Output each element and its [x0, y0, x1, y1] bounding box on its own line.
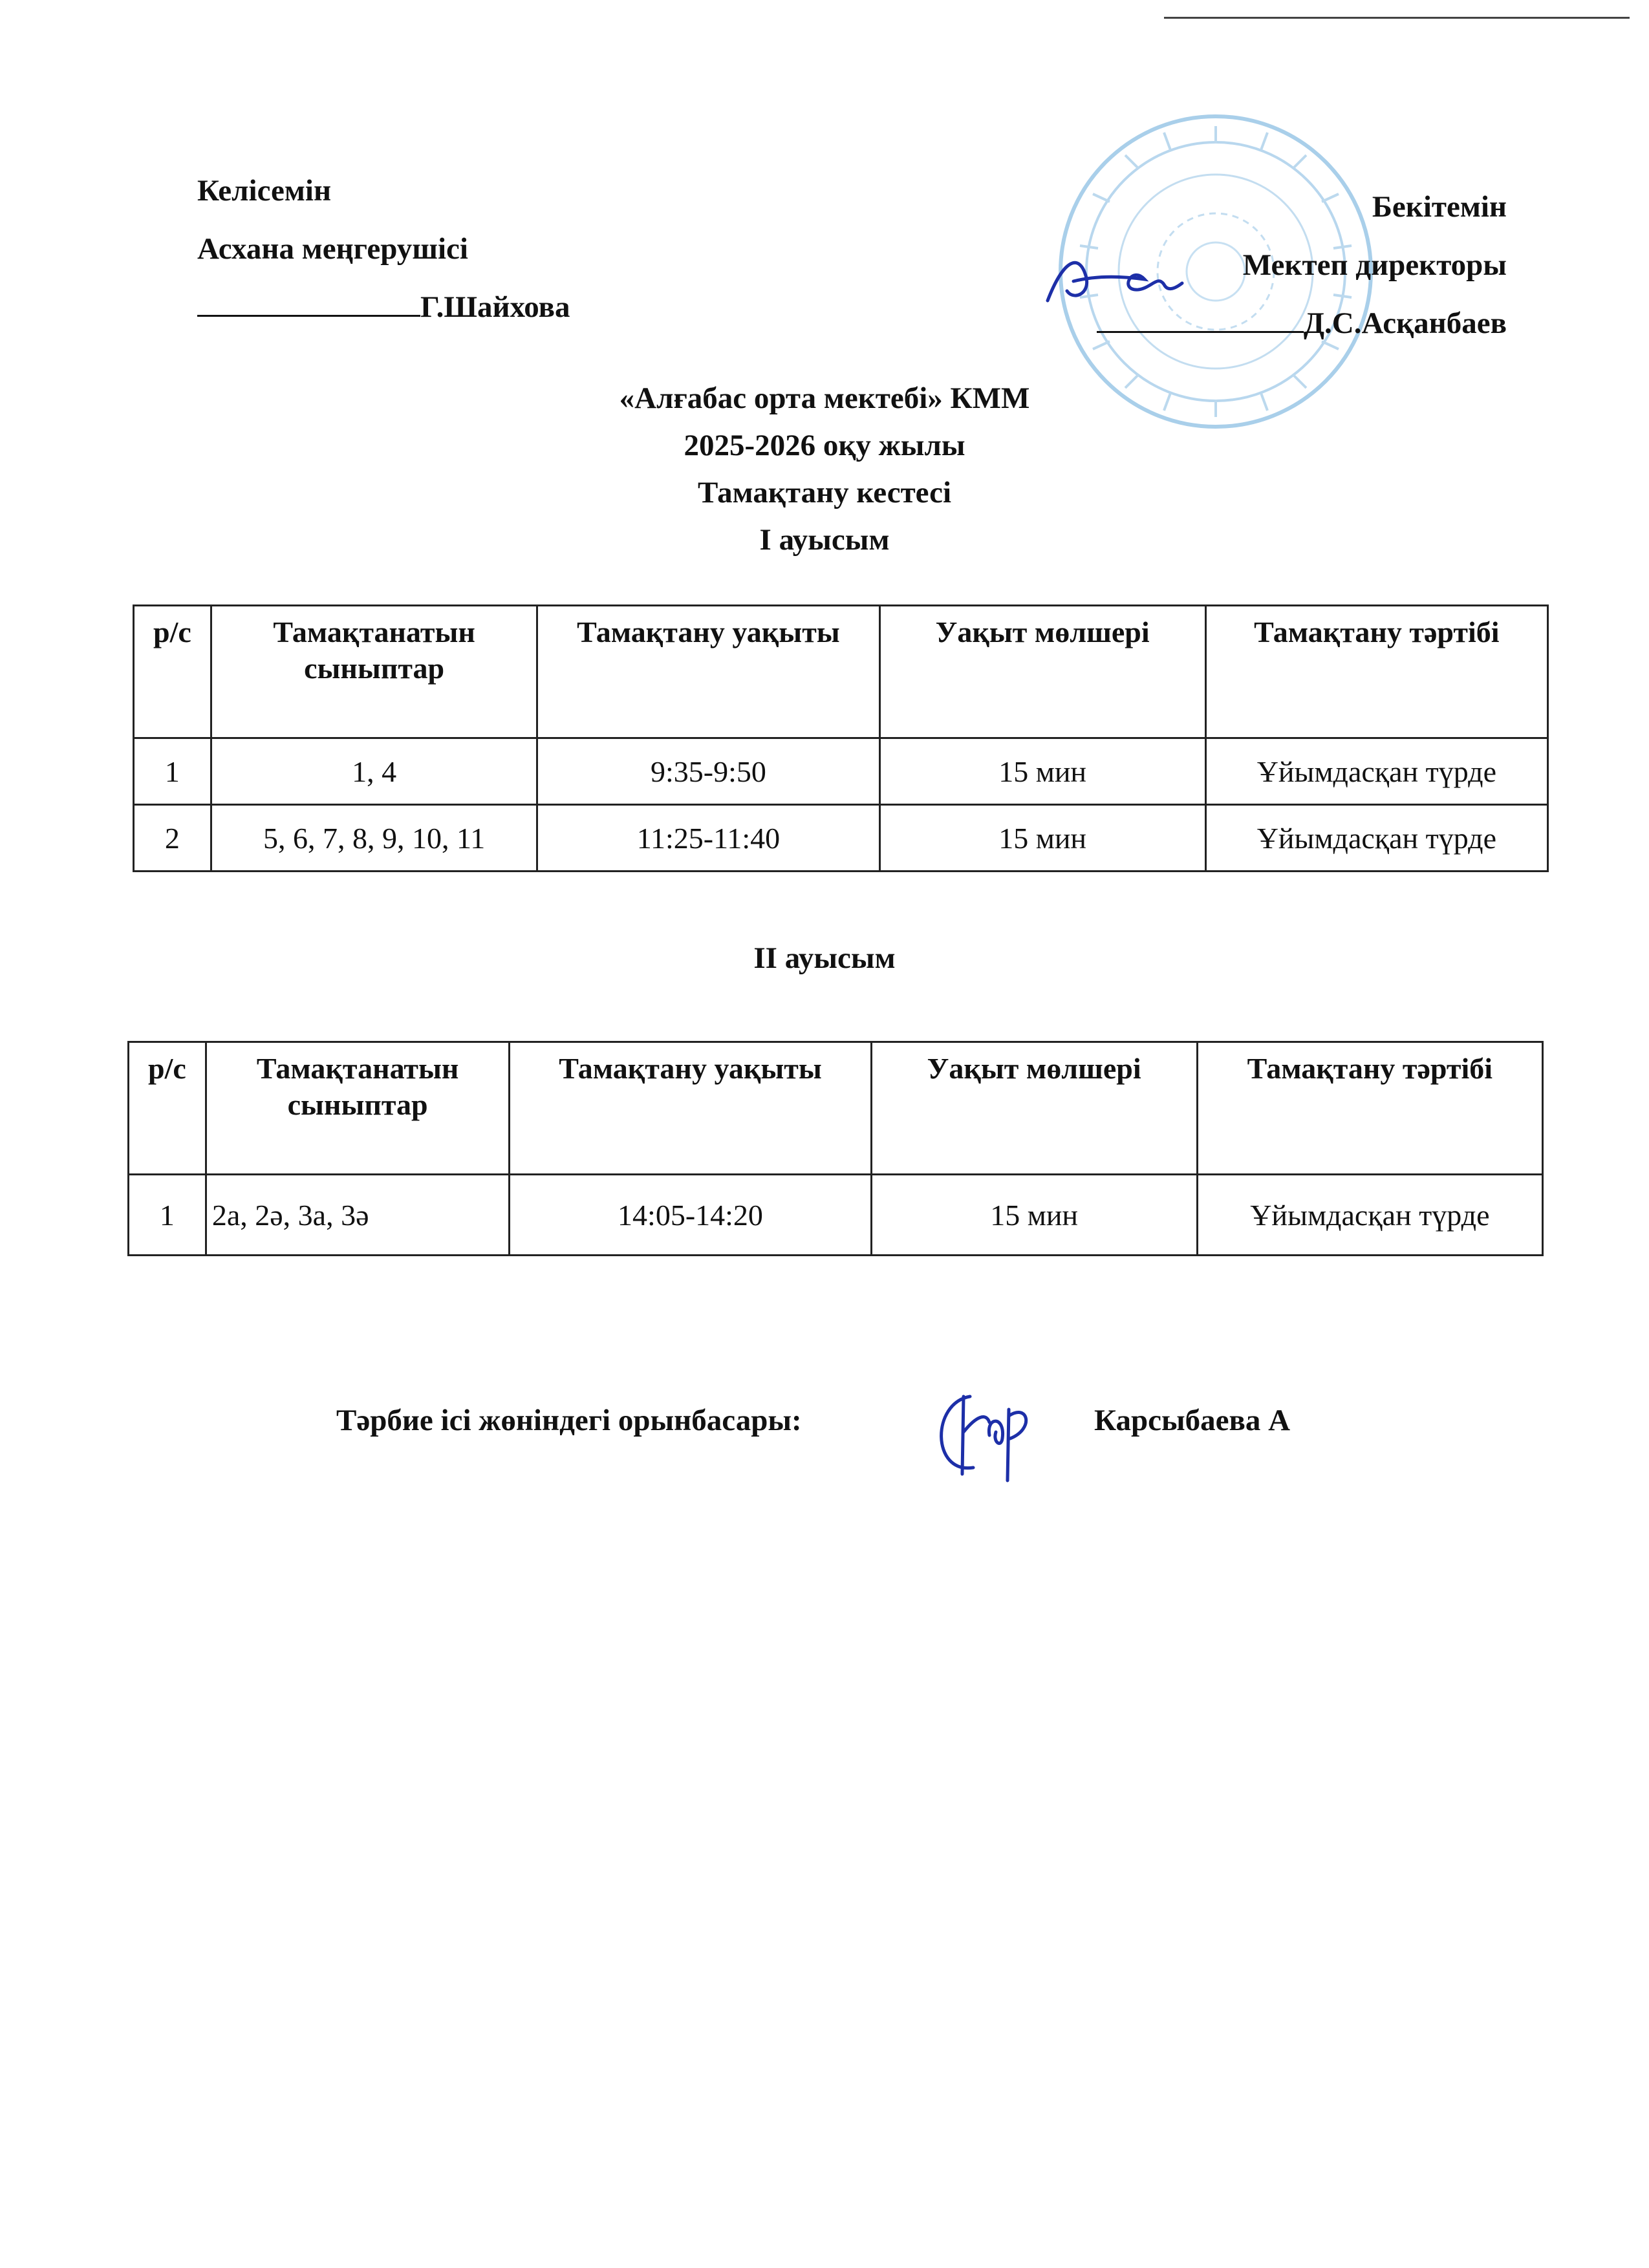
header-duration: Уақыт мөлшері — [879, 606, 1205, 738]
cell-duration: 15 мин — [879, 805, 1205, 872]
cell-duration: 15 мин — [879, 738, 1205, 805]
approval-left — [197, 162, 570, 336]
approval-right-signature-row — [1054, 294, 1507, 352]
table-header-row — [134, 606, 1548, 738]
header-time: Тамақтану уақыты — [537, 606, 879, 738]
cell-duration: 15 мин — [871, 1175, 1197, 1256]
header-time: Тамақтану уақыты — [510, 1042, 871, 1175]
cell-order: Ұйымдасқан түрде — [1205, 738, 1547, 805]
cell-time: 14:05-14:20 — [510, 1175, 871, 1256]
cell-order: Ұйымдасқан түрде — [1205, 805, 1547, 872]
header-classes: Тамақтанатын сыныптар — [206, 1042, 510, 1175]
header-rs: р/с — [134, 606, 211, 738]
shift1-title: I ауысым — [759, 523, 890, 557]
approval-right-name: Д.С.Асқанбаев — [1303, 306, 1507, 340]
document-titles — [0, 375, 1649, 564]
cell-rs: 1 — [129, 1175, 206, 1256]
cell-rs: 1 — [134, 738, 211, 805]
deputy-name: Карсыбаева А — [1094, 1404, 1291, 1437]
scan-edge-line — [1164, 17, 1630, 19]
cell-rs: 2 — [134, 805, 211, 872]
academic-year: 2025-2026 оқу жылы — [684, 429, 965, 462]
header-order: Тамақтану тәртібі — [1197, 1042, 1542, 1175]
header-duration: Уақыт мөлшері — [871, 1042, 1197, 1175]
cell-classes: 1, 4 — [211, 738, 537, 805]
header-rs: р/с — [129, 1042, 206, 1175]
header-order: Тамақтану тәртібі — [1205, 606, 1547, 738]
cell-time: 9:35-9:50 — [537, 738, 879, 805]
deputy-signature — [925, 1377, 1041, 1487]
table-row — [134, 805, 1548, 872]
approval-left-signature-row — [197, 278, 570, 336]
deputy-role: Тәрбие ісі жөніндегі орынбасары: — [336, 1404, 802, 1437]
table-row — [129, 1175, 1543, 1256]
approval-right — [1054, 178, 1507, 352]
table-header-row — [129, 1042, 1543, 1175]
school-name: «Алғабас орта мектебі» КММ — [619, 381, 1030, 415]
cell-time: 11:25-11:40 — [537, 805, 879, 872]
document-title: Тамақтану кестесі — [697, 476, 952, 509]
signature-line — [197, 289, 420, 317]
shift2-title: II ауысым — [753, 941, 896, 975]
signature-line — [1097, 305, 1304, 333]
approval-left-name: Г.Шайхова — [420, 290, 570, 324]
cell-order: Ұйымдасқан түрде — [1197, 1175, 1542, 1256]
shift2-table — [127, 1041, 1544, 1256]
approval-left-line1: Келісемін — [197, 174, 332, 208]
approval-right-line2: Мектеп директоры — [1242, 248, 1507, 282]
cell-classes: 2а, 2ә, 3а, 3ә — [206, 1175, 510, 1256]
cell-classes: 5, 6, 7, 8, 9, 10, 11 — [211, 805, 537, 872]
approval-right-line1: Бекітемін — [1372, 190, 1507, 224]
header-classes: Тамақтанатын сыныптар — [211, 606, 537, 738]
shift1-table — [133, 604, 1549, 872]
table-row — [134, 738, 1548, 805]
approval-left-line2: Асхана меңгерушісі — [197, 232, 468, 266]
